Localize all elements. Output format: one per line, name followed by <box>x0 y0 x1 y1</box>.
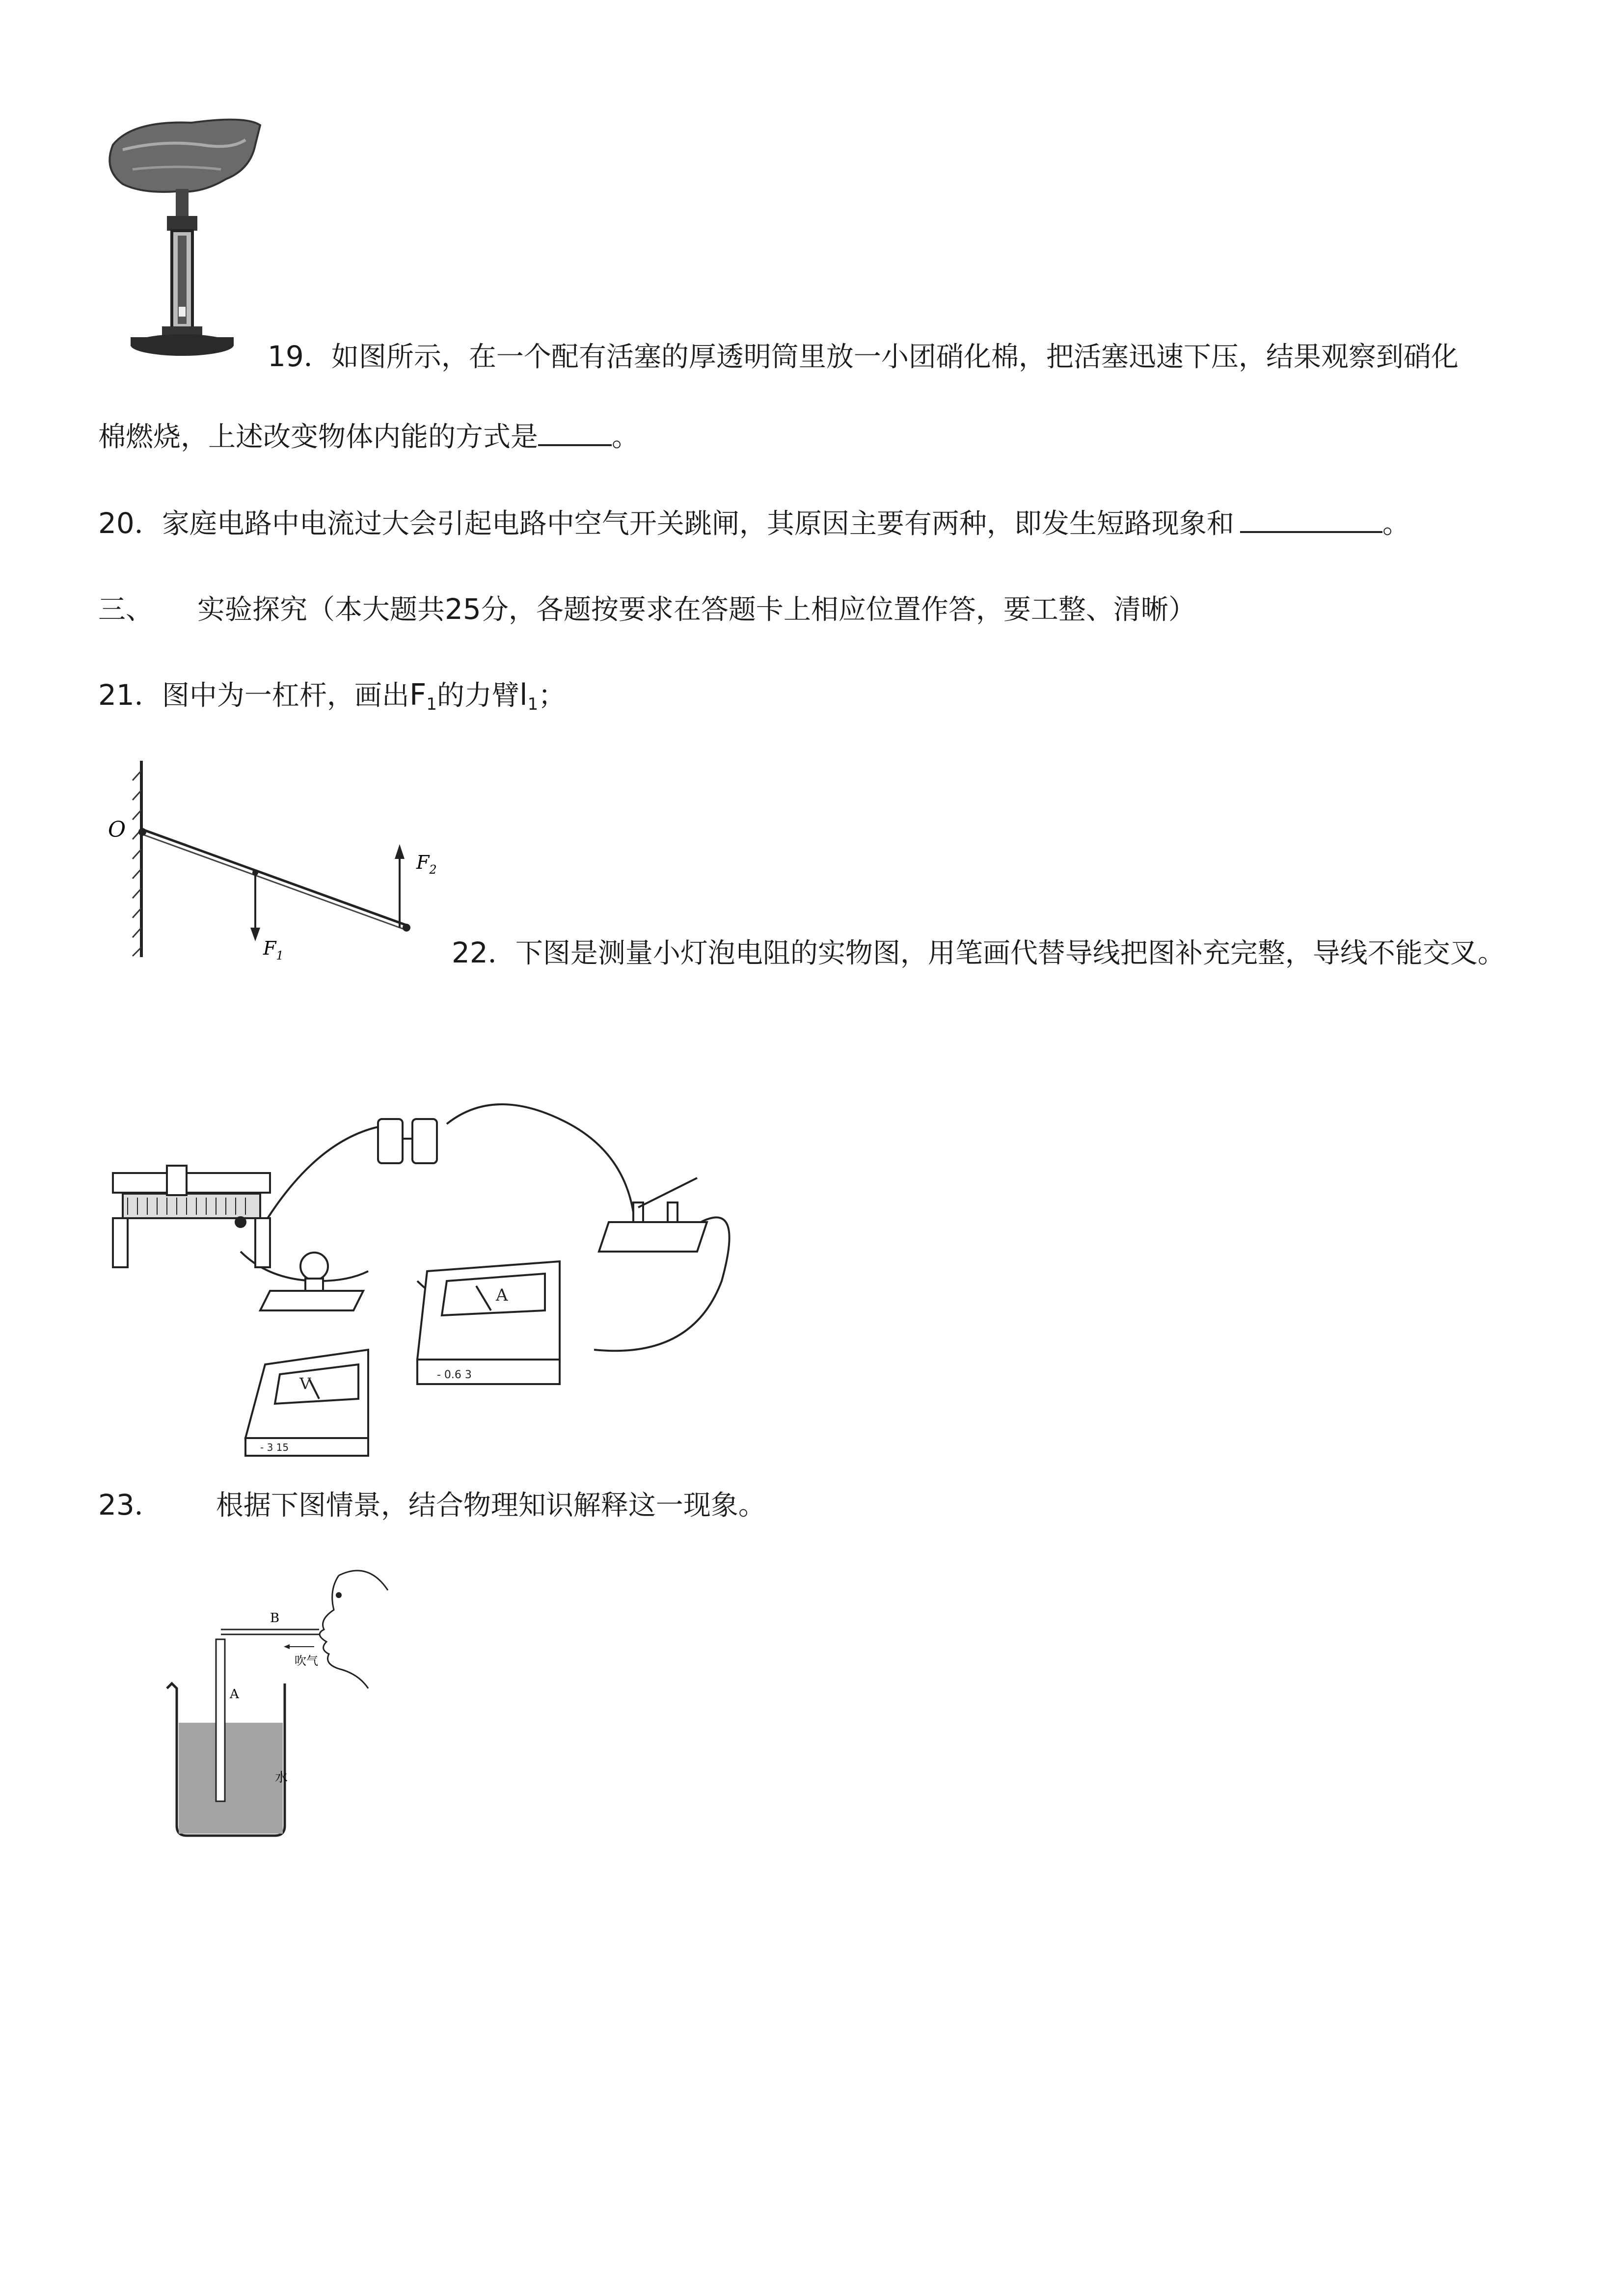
voltmeter-label: V <box>299 1374 311 1393</box>
ammeter-label: A <box>496 1285 508 1305</box>
section3-label: 三、 <box>98 594 153 626</box>
q21-text-a: ．图中为一杠杆，画出 <box>134 680 409 712</box>
q19-end: 。 <box>612 421 639 453</box>
q21-end: ； <box>538 680 566 712</box>
blow-label: 吹气 <box>295 1654 318 1668</box>
q19-text-line1: ．如图所示，在一个配有活塞的厚透明筒里放一小团硝化棉，把活塞迅速下压，结果观察到硝化 <box>303 341 1459 373</box>
water-label: 水 <box>275 1770 288 1785</box>
q21-arm-sub: 1 <box>527 694 539 714</box>
piston-cylinder-figure <box>103 110 265 366</box>
q19-text-line2: 棉燃烧，上述改变物体内能的方式是 <box>98 421 538 453</box>
q19-line1 <box>268 339 1459 375</box>
tube-a-label: A <box>230 1687 239 1702</box>
q22-text: ．下图是测量小灯泡电阻的实物图，用笔画代替导线把图补充完整，导线不能交叉。 <box>487 937 1505 969</box>
q21-force-letter: F <box>409 678 427 712</box>
section3-text-a: 实验探究（本大题共 <box>197 594 445 626</box>
voltmeter-terminals: - 3 15 <box>260 1442 289 1453</box>
lever-figure <box>98 756 452 962</box>
q20-answer-blank[interactable] <box>1240 528 1382 533</box>
q23-number: 23 <box>98 1488 135 1522</box>
q19-line2 <box>98 420 639 455</box>
q20-number: 20 <box>98 507 135 540</box>
lever-f1-label: $F_1$ <box>263 937 284 962</box>
section3-heading <box>98 591 1196 628</box>
rheostat <box>113 1166 270 1267</box>
voltmeter <box>245 1350 368 1456</box>
q20-line <box>98 506 1410 542</box>
circuit-figure <box>103 1085 751 1458</box>
q22-number: 22 <box>452 936 488 969</box>
section3-text-b: 分，各题按要求在答题卡上相应位置作答，要工整、清晰） <box>481 594 1196 626</box>
q21-arm-letter: l <box>519 678 528 712</box>
q20-end: 。 <box>1382 508 1410 540</box>
ammeter <box>417 1261 560 1384</box>
q19-number: 19 <box>268 340 304 373</box>
switch <box>599 1178 707 1252</box>
ammeter-terminals: - 0.6 3 <box>437 1369 472 1381</box>
beaker-blowing-figure <box>152 1561 407 1845</box>
lamp <box>260 1253 363 1310</box>
q23-line <box>98 1487 766 1523</box>
lever-o-label: O <box>108 817 126 842</box>
q21-number: 21 <box>98 678 135 712</box>
battery <box>378 1119 437 1163</box>
q20-text: ．家庭电路中电流过大会引起电路中空气开关跳闸，其原因主要有两种，即发生短路现象和 <box>134 508 1234 540</box>
lever-f2-label: $F_2$ <box>416 852 437 877</box>
q19-answer-blank[interactable] <box>538 441 612 446</box>
q21-force-sub: 1 <box>426 694 437 714</box>
section3-score: 25 <box>445 592 481 626</box>
tube-b-label: B <box>270 1611 280 1626</box>
q21-line <box>98 677 566 722</box>
q21-text-b: 的力臂 <box>436 680 519 712</box>
q22-line <box>452 935 1505 971</box>
q23-sep: ． <box>134 1490 162 1522</box>
q23-text: 根据下图情景，结合物理知识解释这一现象。 <box>216 1490 766 1522</box>
